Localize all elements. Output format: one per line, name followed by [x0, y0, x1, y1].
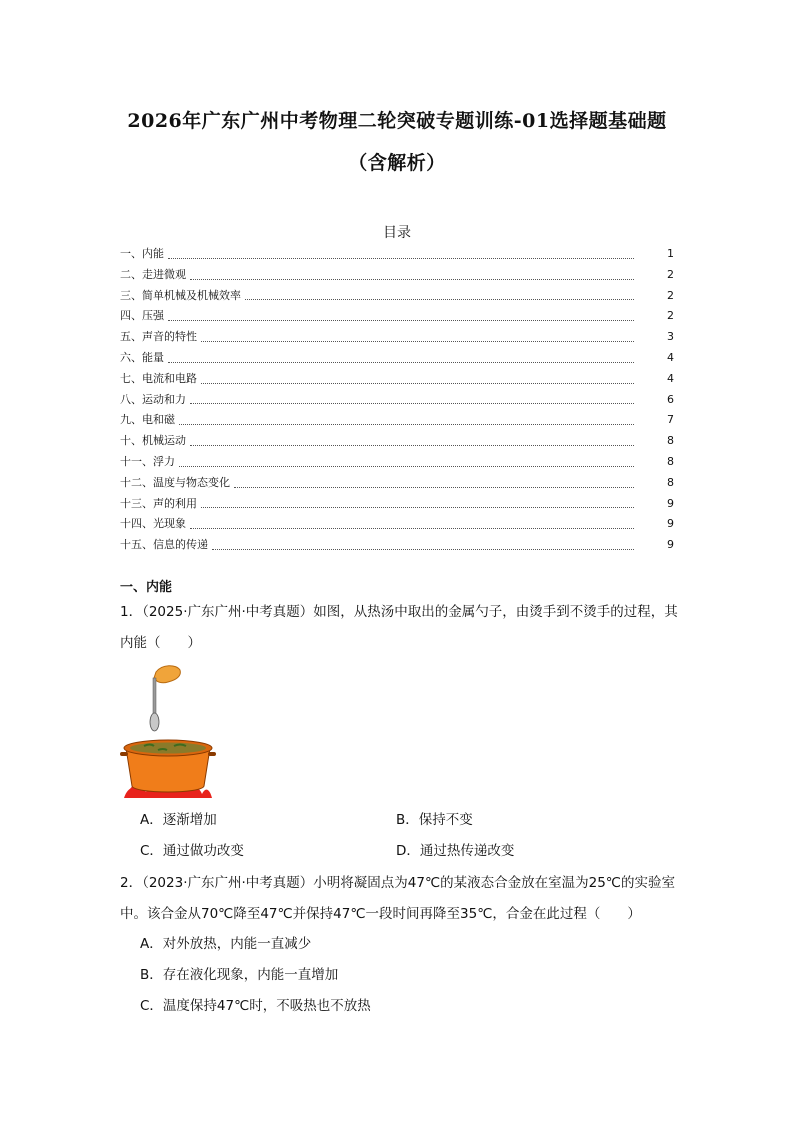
toc-entry-label: 一、内能 — [120, 247, 164, 260]
toc-entry[interactable] — [120, 306, 674, 327]
soup-surface — [130, 743, 206, 754]
toc-leader-dots — [168, 319, 634, 321]
toc-entry-page: 9 — [667, 517, 674, 531]
toc-leader-dots — [190, 527, 634, 529]
q1-option-c: C．通过做功改变 — [140, 843, 244, 859]
spoon-handle — [153, 678, 156, 714]
toc-entry[interactable] — [120, 452, 674, 473]
toc-entry[interactable] — [120, 244, 674, 265]
toc-entry-label: 十三、声的利用 — [120, 496, 197, 510]
toc-entry[interactable] — [120, 535, 674, 556]
toc-leader-dots — [190, 402, 634, 404]
toc-entry[interactable] — [120, 286, 674, 307]
toc-heading: 目录 — [383, 225, 411, 241]
toc-entry-page: 8 — [667, 475, 674, 489]
toc-leader-dots — [201, 340, 634, 342]
q1-option-b: B．保持不变 — [396, 812, 473, 828]
question-1-text: 1．（2025·广东广州·中考真题）如图，从热汤中取出的金属勺子，由烫手到不烫手的过程，其内能（ ） — [120, 604, 678, 651]
document-title: 2026年广东广州中考物理二轮突破专题训练-01选择题基础题 — [127, 110, 667, 132]
toc-entry-label: 六、能量 — [120, 350, 164, 364]
toc-leader-dots — [245, 298, 634, 300]
toc-entry-page: 1 — [667, 247, 674, 260]
q2-option-b: B．存在液化现象，内能一直增加 — [140, 967, 339, 983]
toc-entry-page: 2 — [667, 309, 674, 323]
toc-entry-page: 4 — [667, 371, 674, 385]
toc-leader-dots — [190, 278, 634, 280]
q1-option-a: A．逐渐增加 — [140, 812, 217, 828]
toc-entry-label: 九、电和磁 — [120, 413, 175, 427]
toc-leader-dots — [234, 486, 634, 488]
toc-entry-label: 五、声音的特性 — [120, 330, 197, 344]
toc-entry-page: 3 — [667, 330, 674, 344]
toc-entry-label: 七、电流和电路 — [120, 371, 197, 385]
toc-entry-label: 八、运动和力 — [120, 392, 186, 406]
q2-option-c: C．温度保持47℃时，不吸热也不放热 — [140, 998, 371, 1014]
toc-entry-page: 9 — [667, 538, 674, 552]
toc-entry-label: 十一、浮力 — [120, 454, 175, 468]
toc-entry-label: 十二、温度与物态变化 — [120, 475, 230, 489]
q2-option-a: A．对外放热，内能一直减少 — [140, 936, 312, 952]
toc-entry[interactable] — [120, 348, 674, 369]
toc-entry-label: 三、简单机械及机械效率 — [120, 288, 241, 302]
toc-entry-page: 2 — [667, 288, 674, 302]
table-of-contents — [120, 244, 674, 556]
hand-icon — [154, 666, 180, 683]
toc-entry-label: 十五、信息的传递 — [120, 538, 208, 552]
toc-entry-label: 四、压强 — [120, 309, 164, 323]
toc-entry[interactable] — [120, 514, 674, 535]
section-heading: 一、内能 — [120, 580, 173, 595]
q1-option-d: D．通过热传递改变 — [396, 843, 515, 859]
toc-entry[interactable] — [120, 494, 674, 515]
toc-entry[interactable] — [120, 327, 674, 348]
toc-leader-dots — [168, 361, 634, 363]
toc-entry-page: 2 — [667, 267, 674, 281]
toc-entry[interactable] — [120, 410, 674, 431]
toc-entry[interactable] — [120, 369, 674, 390]
toc-entry-label: 二、走进微观 — [120, 267, 186, 281]
pot-handle-left — [120, 752, 128, 756]
toc-leader-dots — [212, 548, 634, 550]
toc-leader-dots — [190, 444, 634, 446]
toc-entry[interactable] — [120, 473, 674, 494]
question-2-text: 2．（2023·广东广州·中考真题）小明将凝固点为47℃的某液态合金放在室温为25℃的实验室中。该合金从70℃降至47℃并保持47℃一段时间再降至35℃，合金在此过程（ ） — [120, 875, 675, 922]
document-subtitle: （含解析） — [348, 152, 446, 174]
toc-leader-dots — [179, 423, 634, 425]
toc-entry-page: 8 — [667, 434, 674, 448]
toc-entry-label: 十四、光现象 — [120, 517, 186, 531]
toc-leader-dots — [201, 506, 634, 508]
toc-entry-page: 4 — [667, 350, 674, 364]
toc-leader-dots — [168, 257, 634, 259]
toc-entry[interactable] — [120, 431, 674, 452]
toc-entry-page: 7 — [667, 413, 674, 427]
pot-handle-right — [208, 752, 216, 756]
toc-entry[interactable] — [120, 265, 674, 286]
toc-entry-page: 9 — [667, 496, 674, 510]
toc-leader-dots — [179, 465, 634, 467]
toc-entry[interactable] — [120, 390, 674, 411]
toc-entry-page: 8 — [667, 454, 674, 468]
toc-leader-dots — [201, 382, 634, 384]
spoon-soup-pot-figure — [118, 660, 218, 805]
spoon-bowl — [150, 713, 159, 731]
toc-entry-label: 十、机械运动 — [120, 434, 186, 448]
toc-entry-page: 6 — [667, 392, 674, 406]
